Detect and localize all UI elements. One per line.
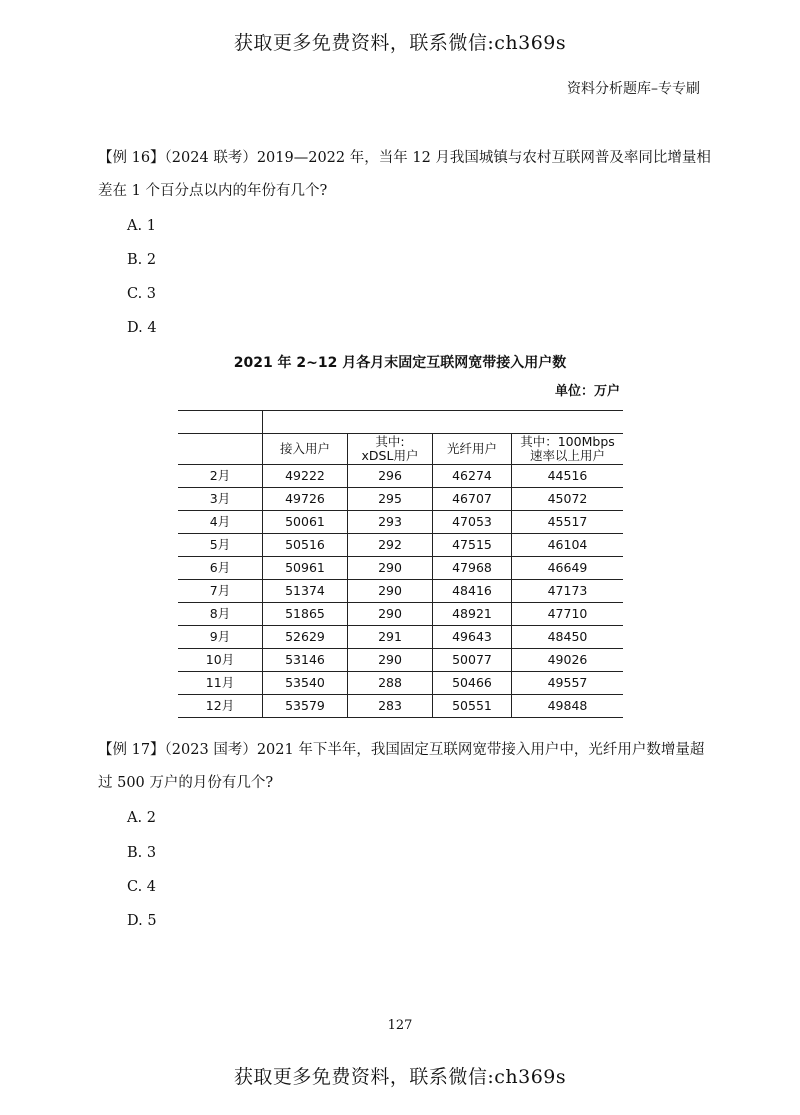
table-cell: 46274 [433, 465, 512, 488]
table-cell: 47515 [433, 534, 512, 557]
question-17: 【例 17】（2023 国考）2021 年下半年，我国固定互联网宽带接入用户中，光纤用户数增量超过 500 万户的月份有几个? [98, 742, 705, 791]
table-title: 2021 年 2~12 月各月末固定互联网宽带接入用户数 [233, 355, 567, 371]
table-cell: 295 [348, 488, 433, 511]
table-cell: 46649 [512, 557, 624, 580]
table-cell-month: 3月 [178, 488, 263, 511]
table-header-row [178, 434, 623, 465]
table-cell: 283 [348, 695, 433, 718]
table-cell: 296 [348, 465, 433, 488]
table-cell: 288 [348, 672, 433, 695]
table-cell: 48921 [433, 603, 512, 626]
table-cell: 45072 [512, 488, 624, 511]
table-cell: 49557 [512, 672, 624, 695]
table-cell: 53579 [263, 695, 348, 718]
table-cell: 49222 [263, 465, 348, 488]
table-cell: 52629 [263, 626, 348, 649]
table-row [178, 649, 623, 672]
table-cell: 291 [348, 626, 433, 649]
table-cell-month: 12月 [178, 695, 263, 718]
header-month [178, 434, 263, 465]
data-table [178, 410, 623, 718]
table-cell-month: 2月 [178, 465, 263, 488]
watermark-top: 获取更多免费资料，联系微信:ch369s [233, 32, 567, 54]
table-unit: 单位：万户 [554, 384, 620, 399]
q16-option-c: C. 3 [127, 286, 157, 302]
table-cell: 49643 [433, 626, 512, 649]
table-cell: 47053 [433, 511, 512, 534]
q16-option-a: A. 1 [127, 218, 156, 234]
table-row [178, 695, 623, 718]
table-cell: 50466 [433, 672, 512, 695]
table-cell: 51865 [263, 603, 348, 626]
table-cell-month: 4月 [178, 511, 263, 534]
table-cell: 292 [348, 534, 433, 557]
table-cell: 51374 [263, 580, 348, 603]
watermark-bottom: 获取更多免费资料，联系微信:ch369s [233, 1066, 567, 1088]
page-number: 127 [387, 1018, 413, 1033]
table-cell-month: 10月 [178, 649, 263, 672]
table-row [178, 488, 623, 511]
table-cell: 50061 [263, 511, 348, 534]
table-cell: 48416 [433, 580, 512, 603]
table-cell: 290 [348, 580, 433, 603]
table-cell-month: 5月 [178, 534, 263, 557]
q17-option-b: B. 3 [127, 845, 157, 861]
q17-option-a: A. 2 [127, 810, 156, 826]
table-cell: 53146 [263, 649, 348, 672]
table-cell: 47968 [433, 557, 512, 580]
table-row [178, 534, 623, 557]
table-cell: 45517 [512, 511, 624, 534]
table-cell: 48450 [512, 626, 624, 649]
table-cell-month: 8月 [178, 603, 263, 626]
q16-option-b: B. 2 [127, 252, 157, 268]
table-row [178, 580, 623, 603]
table-cell: 49848 [512, 695, 624, 718]
table-cell-month: 9月 [178, 626, 263, 649]
table-cell: 50961 [263, 557, 348, 580]
table-cell: 50516 [263, 534, 348, 557]
table-cell: 47710 [512, 603, 624, 626]
q17-option-d: D. 5 [127, 913, 157, 929]
table-cell-month: 11月 [178, 672, 263, 695]
table-cell: 50551 [433, 695, 512, 718]
table-cell: 53540 [263, 672, 348, 695]
table-cell-month: 6月 [178, 557, 263, 580]
table-cell: 50077 [433, 649, 512, 672]
header-fiber-users: 光纤用户 [433, 434, 512, 465]
q17-option-c: C. 4 [127, 879, 157, 895]
table-cell: 290 [348, 649, 433, 672]
q16-option-d: D. 4 [127, 320, 157, 336]
table-row [178, 672, 623, 695]
table-cell: 46104 [512, 534, 624, 557]
table-cell: 293 [348, 511, 433, 534]
table-cell-month: 7月 [178, 580, 263, 603]
table-row [178, 557, 623, 580]
table-row [178, 465, 623, 488]
table-cell: 46707 [433, 488, 512, 511]
table-cell: 290 [348, 603, 433, 626]
header-access-users: 接入用户 [263, 434, 348, 465]
question-16: 【例 16】（2024 联考）2019—2022 年，当年 12 月我国城镇与农村互联网普及率同比增量相差在 1 个百分点以内的年份有几个? [98, 150, 711, 199]
table-cell: 49726 [263, 488, 348, 511]
header-xdsl-users: 其中: xDSL用户 [348, 434, 433, 465]
table-row [178, 511, 623, 534]
header-right: 资料分析题库–专专刷 [567, 81, 700, 97]
table-cell: 47173 [512, 580, 624, 603]
header-100mbps-users: 其中：100Mbps 速率以上用户 [512, 434, 624, 465]
table-cell: 49026 [512, 649, 624, 672]
table-row [178, 626, 623, 649]
table-cell: 44516 [512, 465, 624, 488]
table-cell: 290 [348, 557, 433, 580]
table-row [178, 603, 623, 626]
table-top-spacer [178, 411, 623, 434]
